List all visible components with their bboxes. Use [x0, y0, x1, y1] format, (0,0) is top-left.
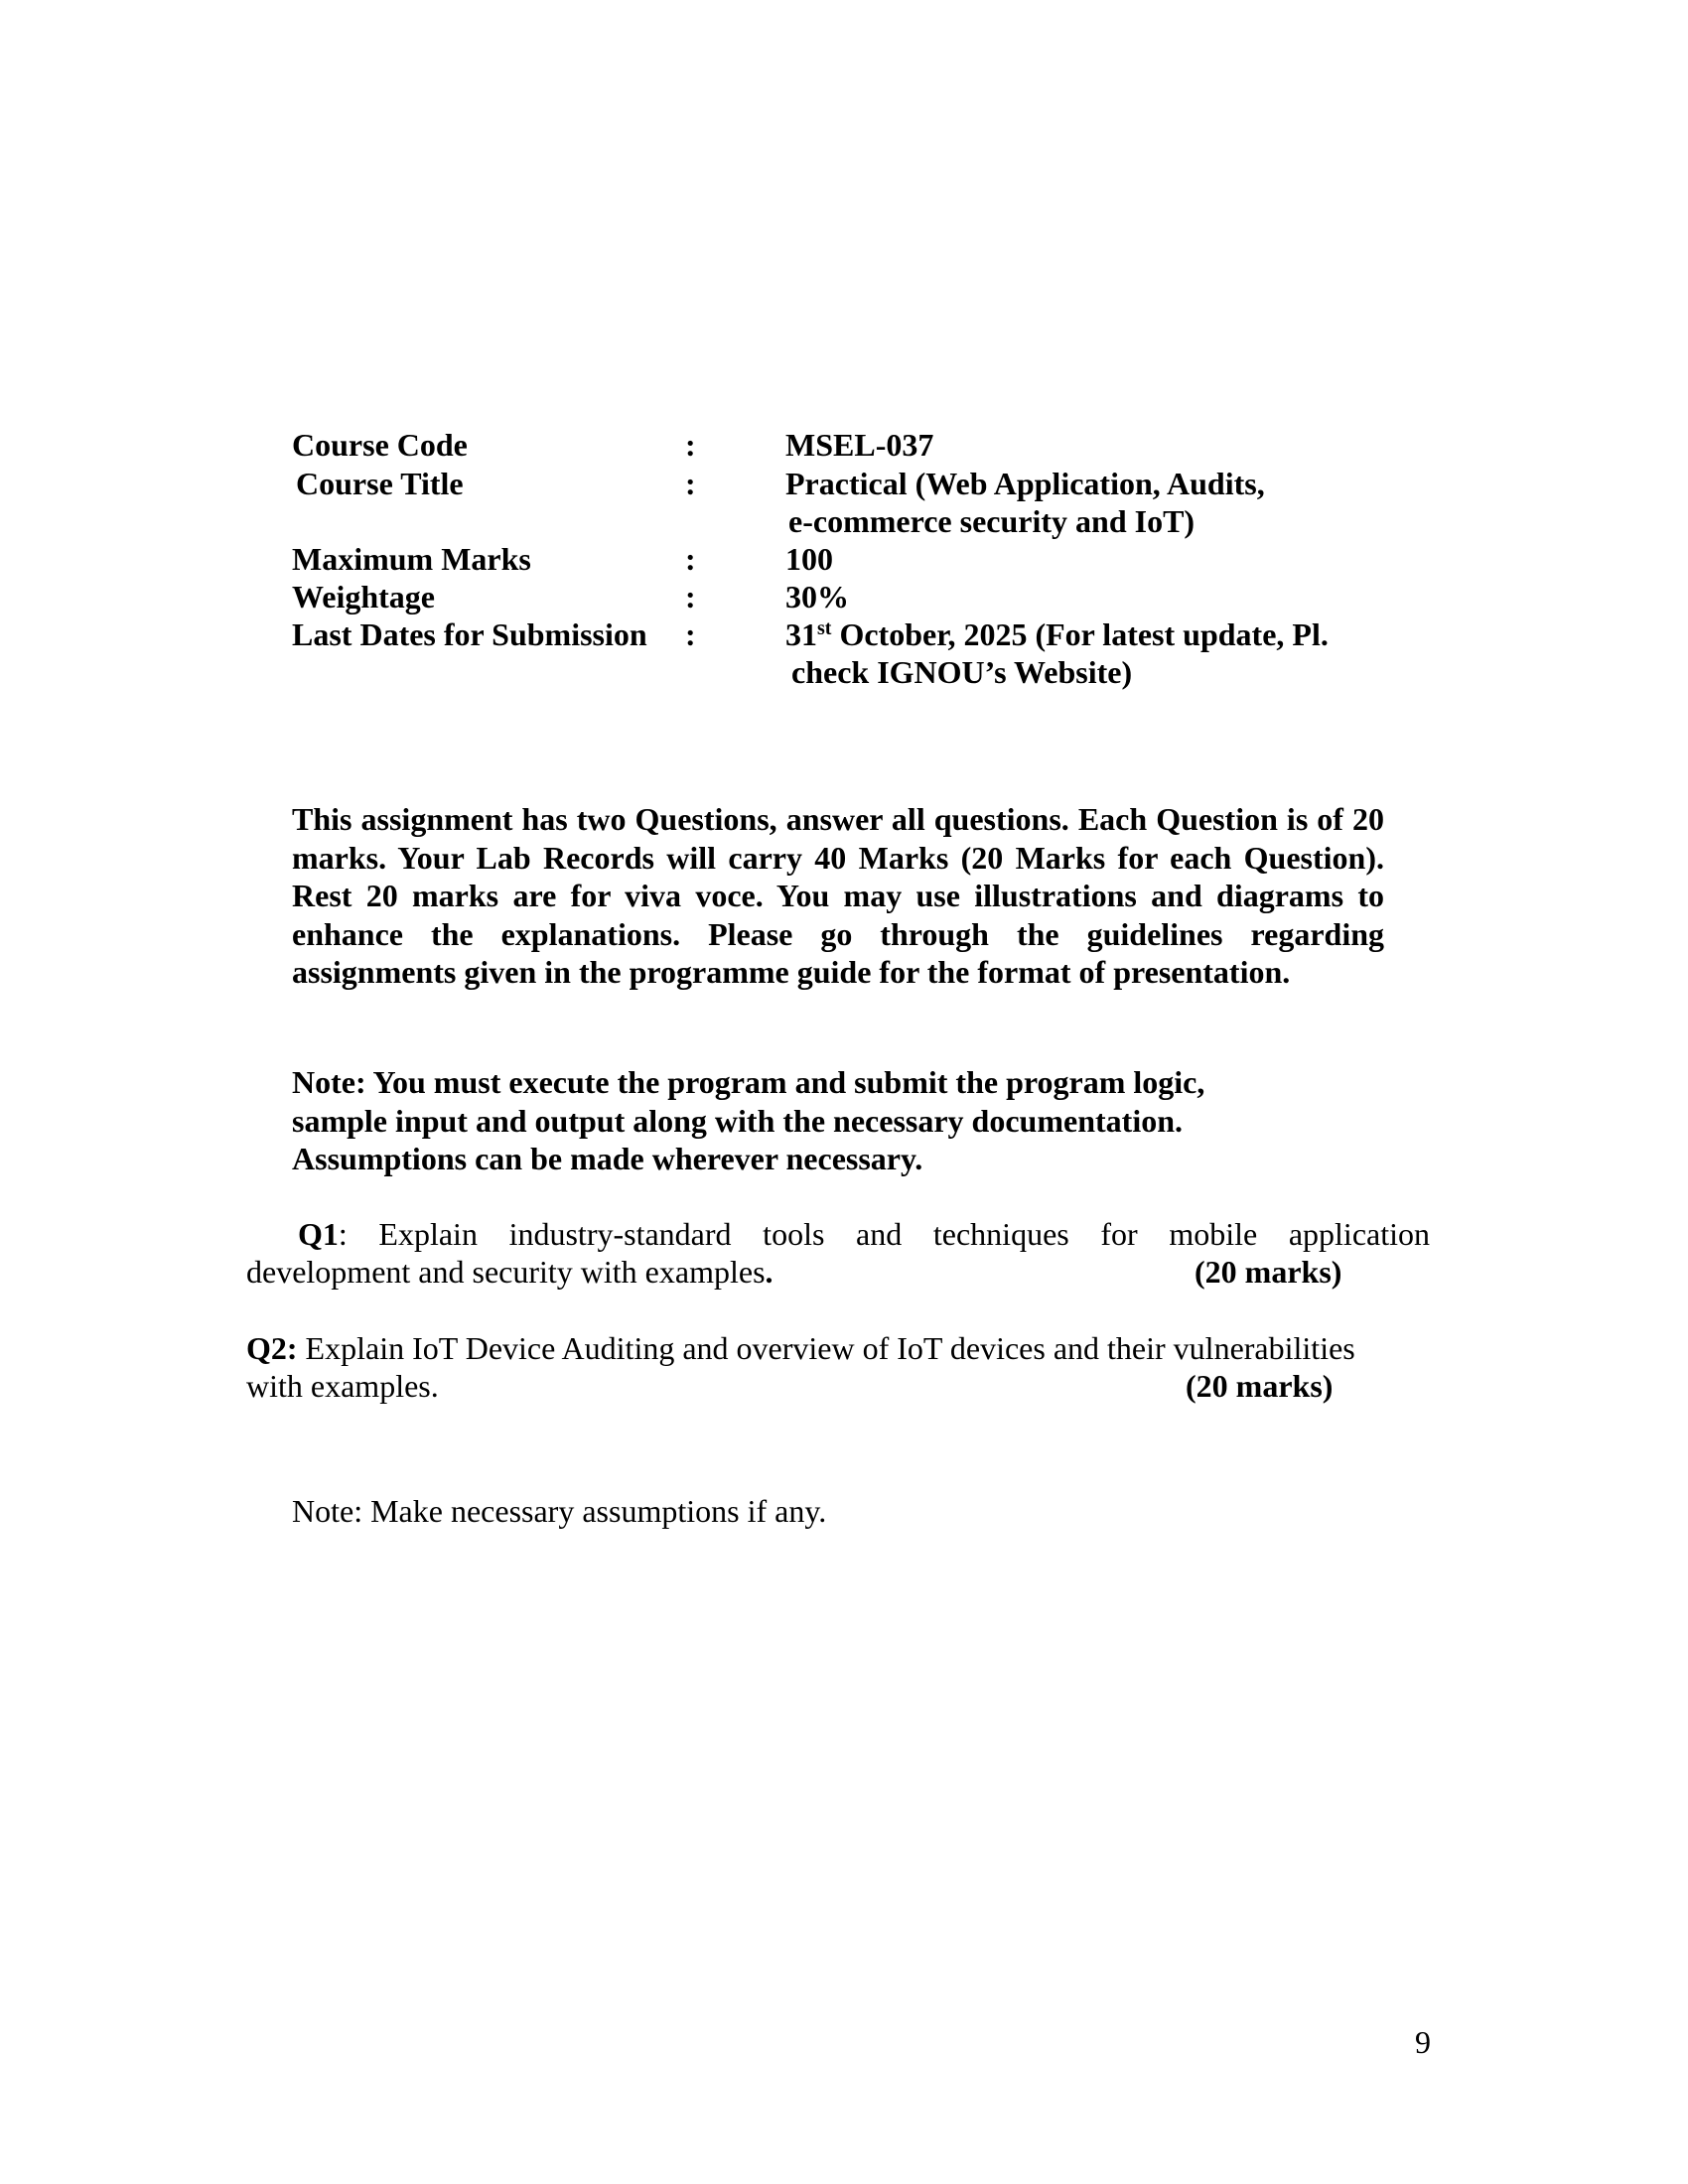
maximum-marks-value: 100: [785, 541, 833, 577]
last-dates-colon: :: [685, 616, 696, 652]
last-dates-day-suffix: st: [817, 617, 832, 639]
course-title-label: Course Title: [296, 466, 464, 501]
weightage-colon: :: [685, 579, 696, 614]
info-row-last-dates-cont: [0, 652, 1688, 692]
note-line-1: Note: You must execute the program and submit the program logic,: [292, 1064, 1205, 1100]
q2-text-line1: Explain IoT Device Auditing and overview of IoT devices and their vulnerabilities: [297, 1330, 1355, 1366]
last-dates-label: Last Dates for Submission: [292, 616, 647, 652]
course-code-colon: :: [685, 427, 696, 463]
q2-marks: (20 marks): [1186, 1368, 1334, 1404]
info-row-course-code: [0, 425, 1688, 465]
final-note: Note: Make necessary assumptions if any.: [292, 1493, 827, 1529]
info-row-maximum-marks: [0, 539, 1688, 579]
q1-text-line1: : Explain industry-standard tools and techniques for mobile application: [338, 1216, 1430, 1252]
weightage-label: Weightage: [292, 579, 435, 614]
course-title-value-line1: Practical (Web Application, Audits,: [785, 466, 1265, 501]
note-line-3: Assumptions can be made wherever necessary.: [292, 1141, 923, 1176]
course-code-label: Course Code: [292, 427, 468, 463]
q2-line-2: with examples.: [246, 1368, 439, 1404]
info-row-last-dates: [0, 614, 1688, 654]
q1-line-1: [298, 1214, 1430, 1254]
q2-line-1: [246, 1328, 1355, 1368]
q1-text-end: .: [765, 1254, 774, 1290]
last-dates-value-line2: check IGNOU’s Website): [791, 654, 1133, 690]
note-line-2: sample input and output along with the necessary documentation.: [292, 1102, 1183, 1139]
note-block: [292, 1063, 1434, 1178]
last-dates-value: [785, 614, 1329, 654]
page-number: 9: [1415, 2024, 1431, 2060]
maximum-marks-label: Maximum Marks: [292, 541, 531, 577]
course-title-colon: :: [685, 466, 696, 501]
instructions-paragraph: This assignment has two Questions, answer all questions. Each Question is of 20 marks. Your Lab Records will carry 40 Marks (20 Marks for each Question). Rest 20 marks are for viva voce. You may use illustrations and diagrams to enhance the explanations. Please go through the guidelines regarding assignments given in the programme guide for the format of presentation.: [292, 801, 1384, 990]
last-dates-value-rest: October, 2025 (For latest update, Pl.: [831, 616, 1329, 652]
q2-label: Q2:: [246, 1330, 298, 1366]
course-code-value: MSEL-037: [785, 427, 934, 463]
q1-line-2: [246, 1252, 774, 1292]
q1-marks: (20 marks): [1195, 1254, 1342, 1290]
q1-label: Q1: [298, 1216, 339, 1252]
weightage-value: 30%: [785, 579, 849, 614]
q1-text-line2: development and security with examples: [246, 1254, 766, 1290]
info-row-weightage: [0, 577, 1688, 616]
maximum-marks-colon: :: [685, 541, 696, 577]
info-row-course-title: [0, 464, 1688, 503]
course-title-value-line2: e-commerce security and IoT): [788, 503, 1196, 539]
last-dates-day: 31: [785, 616, 817, 652]
info-row-course-title-cont: [0, 501, 1688, 541]
